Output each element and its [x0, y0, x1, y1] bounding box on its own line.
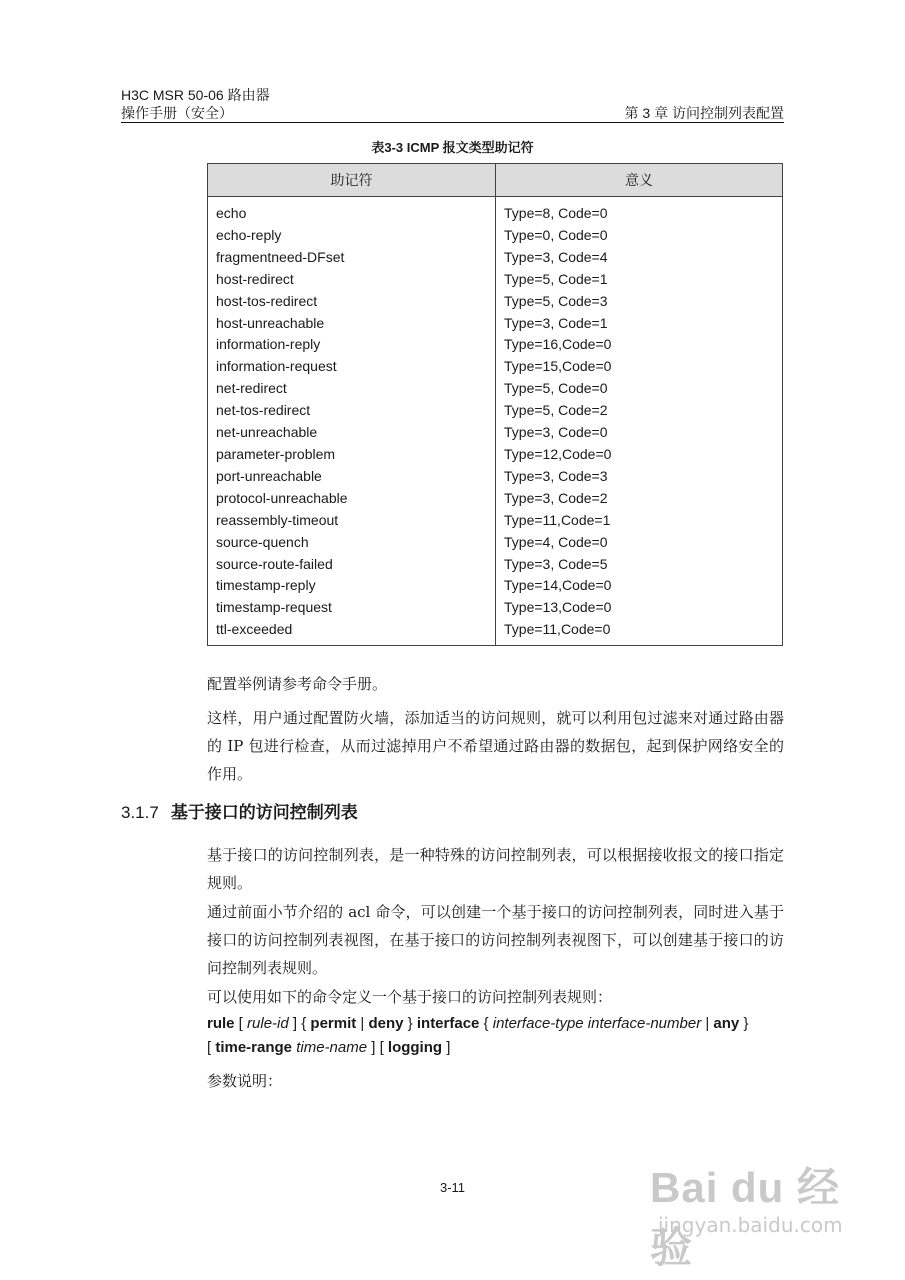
- cell-mnemonic: timestamp-reply: [208, 575, 496, 597]
- table-row: [208, 466, 783, 488]
- cell-mnemonic: net-tos-redirect: [208, 400, 496, 422]
- table-caption: 表3-3 ICMP 报文类型助记符: [371, 140, 534, 155]
- watermark-logo: Bai du 经验: [650, 1164, 841, 1271]
- table-row: [208, 269, 783, 291]
- cmd-sep: [: [207, 1039, 216, 1056]
- kw-rule: rule: [207, 1015, 235, 1032]
- command-line-2: [207, 1036, 787, 1060]
- table-row: [208, 422, 783, 444]
- header-chapter: 第 3 章 访问控制列表配置: [624, 105, 784, 121]
- paragraph-firewall: 这样，用户通过配置防火墙，添加适当的访问规则，就可以利用包过滤来对通过路由器的 IP 包进行检查，从而过滤掉用户不希望通过路由器的数据包，起到保护网络安全的作用。: [207, 709, 784, 783]
- cell-meaning: Type=12,Code=0: [496, 444, 783, 466]
- table-row: [208, 400, 783, 422]
- cell-meaning: Type=11,Code=0: [496, 619, 783, 645]
- icmp-table: [207, 163, 783, 646]
- kw-logging: logging: [387, 1039, 443, 1056]
- cell-mnemonic: source-quench: [208, 532, 496, 554]
- kw-deny: deny: [368, 1015, 404, 1032]
- cell-meaning: Type=5, Code=3: [496, 291, 783, 313]
- cell-meaning: Type=5, Code=2: [496, 400, 783, 422]
- table-row: [208, 197, 783, 225]
- column-header-meaning: 意义: [496, 164, 783, 197]
- table-row: [208, 313, 783, 335]
- cell-mnemonic: ttl-exceeded: [208, 619, 496, 645]
- cell-meaning: Type=3, Code=1: [496, 313, 783, 335]
- header-manual: 操作手册（安全）: [121, 105, 233, 121]
- table-row: [208, 597, 783, 619]
- kw-any: any: [713, 1015, 740, 1032]
- cell-meaning: Type=16,Code=0: [496, 334, 783, 356]
- paragraph-intro: 基于接口的访问控制列表，是一种特殊的访问控制列表，可以根据接收报文的接口指定规则。: [207, 846, 784, 892]
- table-row: [208, 554, 783, 576]
- table-row: [208, 488, 783, 510]
- table-row: [208, 619, 783, 645]
- command-syntax: [207, 1012, 787, 1060]
- cell-mnemonic: echo-reply: [208, 225, 496, 247]
- table-row: [208, 510, 783, 532]
- table-row: [208, 356, 783, 378]
- page-header: [121, 86, 784, 122]
- paragraph-params: 参数说明：: [207, 1072, 283, 1090]
- cmd-sep: ] {: [288, 1015, 311, 1032]
- cell-mnemonic: echo: [208, 197, 496, 225]
- cell-mnemonic: protocol-unreachable: [208, 488, 496, 510]
- cell-meaning: Type=3, Code=3: [496, 466, 783, 488]
- paragraph-define-rule: 可以使用如下的命令定义一个基于接口的访问控制列表规则：: [207, 988, 613, 1006]
- table-row: [208, 334, 783, 356]
- header-divider: [121, 122, 784, 123]
- cell-meaning: Type=3, Code=5: [496, 554, 783, 576]
- cmd-sep: {: [479, 1015, 493, 1032]
- cmd-sep: ] [: [367, 1039, 388, 1056]
- cell-mnemonic: timestamp-request: [208, 597, 496, 619]
- table-row: [208, 378, 783, 400]
- page-number: 3-11: [439, 1180, 466, 1195]
- cell-mnemonic: source-route-failed: [208, 554, 496, 576]
- table-row: [208, 575, 783, 597]
- cmd-sep: }: [403, 1015, 417, 1032]
- cell-mnemonic: fragmentneed-DFset: [208, 247, 496, 269]
- table-row: [208, 532, 783, 554]
- table-row: [208, 247, 783, 269]
- cell-mnemonic: host-unreachable: [208, 313, 496, 335]
- watermark-url: jingyan.baidu.com: [658, 1213, 843, 1237]
- cell-meaning: Type=11,Code=1: [496, 510, 783, 532]
- cell-meaning: Type=5, Code=1: [496, 269, 783, 291]
- cell-meaning: Type=0, Code=0: [496, 225, 783, 247]
- baidu-watermark: [640, 1145, 855, 1271]
- arg-time-name: time-name: [296, 1039, 368, 1056]
- cmd-sep: |: [701, 1015, 714, 1032]
- kw-permit: permit: [310, 1015, 357, 1032]
- arg-interface-type-number: interface-type interface-number: [492, 1015, 702, 1032]
- cmd-sep: |: [356, 1015, 369, 1032]
- cell-meaning: Type=3, Code=2: [496, 488, 783, 510]
- table-row: [208, 291, 783, 313]
- cell-meaning: Type=13,Code=0: [496, 597, 783, 619]
- cell-meaning: Type=15,Code=0: [496, 356, 783, 378]
- cell-meaning: Type=3, Code=4: [496, 247, 783, 269]
- cell-mnemonic: information-reply: [208, 334, 496, 356]
- cell-mnemonic: net-unreachable: [208, 422, 496, 444]
- cell-mnemonic: parameter-problem: [208, 444, 496, 466]
- cmd-sep: [: [234, 1015, 248, 1032]
- table-header-row: [208, 164, 783, 197]
- kw-interface: interface: [416, 1015, 480, 1032]
- section-title: 基于接口的访问控制列表: [170, 803, 358, 822]
- cell-mnemonic: reassembly-timeout: [208, 510, 496, 532]
- cell-mnemonic: net-redirect: [208, 378, 496, 400]
- cell-meaning: Type=8, Code=0: [496, 197, 783, 225]
- arg-rule-id: rule-id: [247, 1015, 289, 1032]
- cmd-sep: }: [739, 1015, 749, 1032]
- cell-meaning: Type=3, Code=0: [496, 422, 783, 444]
- header-title: H3C MSR 50-06 路由器: [121, 87, 270, 103]
- section-heading: [121, 798, 358, 823]
- cell-mnemonic: port-unreachable: [208, 466, 496, 488]
- table-row: [208, 444, 783, 466]
- cell-meaning: Type=14,Code=0: [496, 575, 783, 597]
- cell-meaning: Type=4, Code=0: [496, 532, 783, 554]
- cell-meaning: Type=5, Code=0: [496, 378, 783, 400]
- paragraph-config-example: 配置举例请参考命令手册。: [207, 675, 388, 693]
- cell-mnemonic: host-redirect: [208, 269, 496, 291]
- command-line-1: [207, 1012, 787, 1036]
- section-number: 3.1.7: [121, 803, 159, 822]
- paragraph-acl-command: 通过前面小节介绍的 acl 命令，可以创建一个基于接口的访问控制列表，同时进入基于接口的访问控制列表视图，在基于接口的访问控制列表视图下，可以创建基于接口的访问控制列表规则。: [207, 903, 784, 977]
- cmd-sep: ]: [442, 1039, 451, 1056]
- column-header-mnemonic: 助记符: [208, 164, 496, 197]
- kw-time-range: time-range: [215, 1039, 293, 1056]
- cell-mnemonic: information-request: [208, 356, 496, 378]
- table-row: [208, 225, 783, 247]
- cell-mnemonic: host-tos-redirect: [208, 291, 496, 313]
